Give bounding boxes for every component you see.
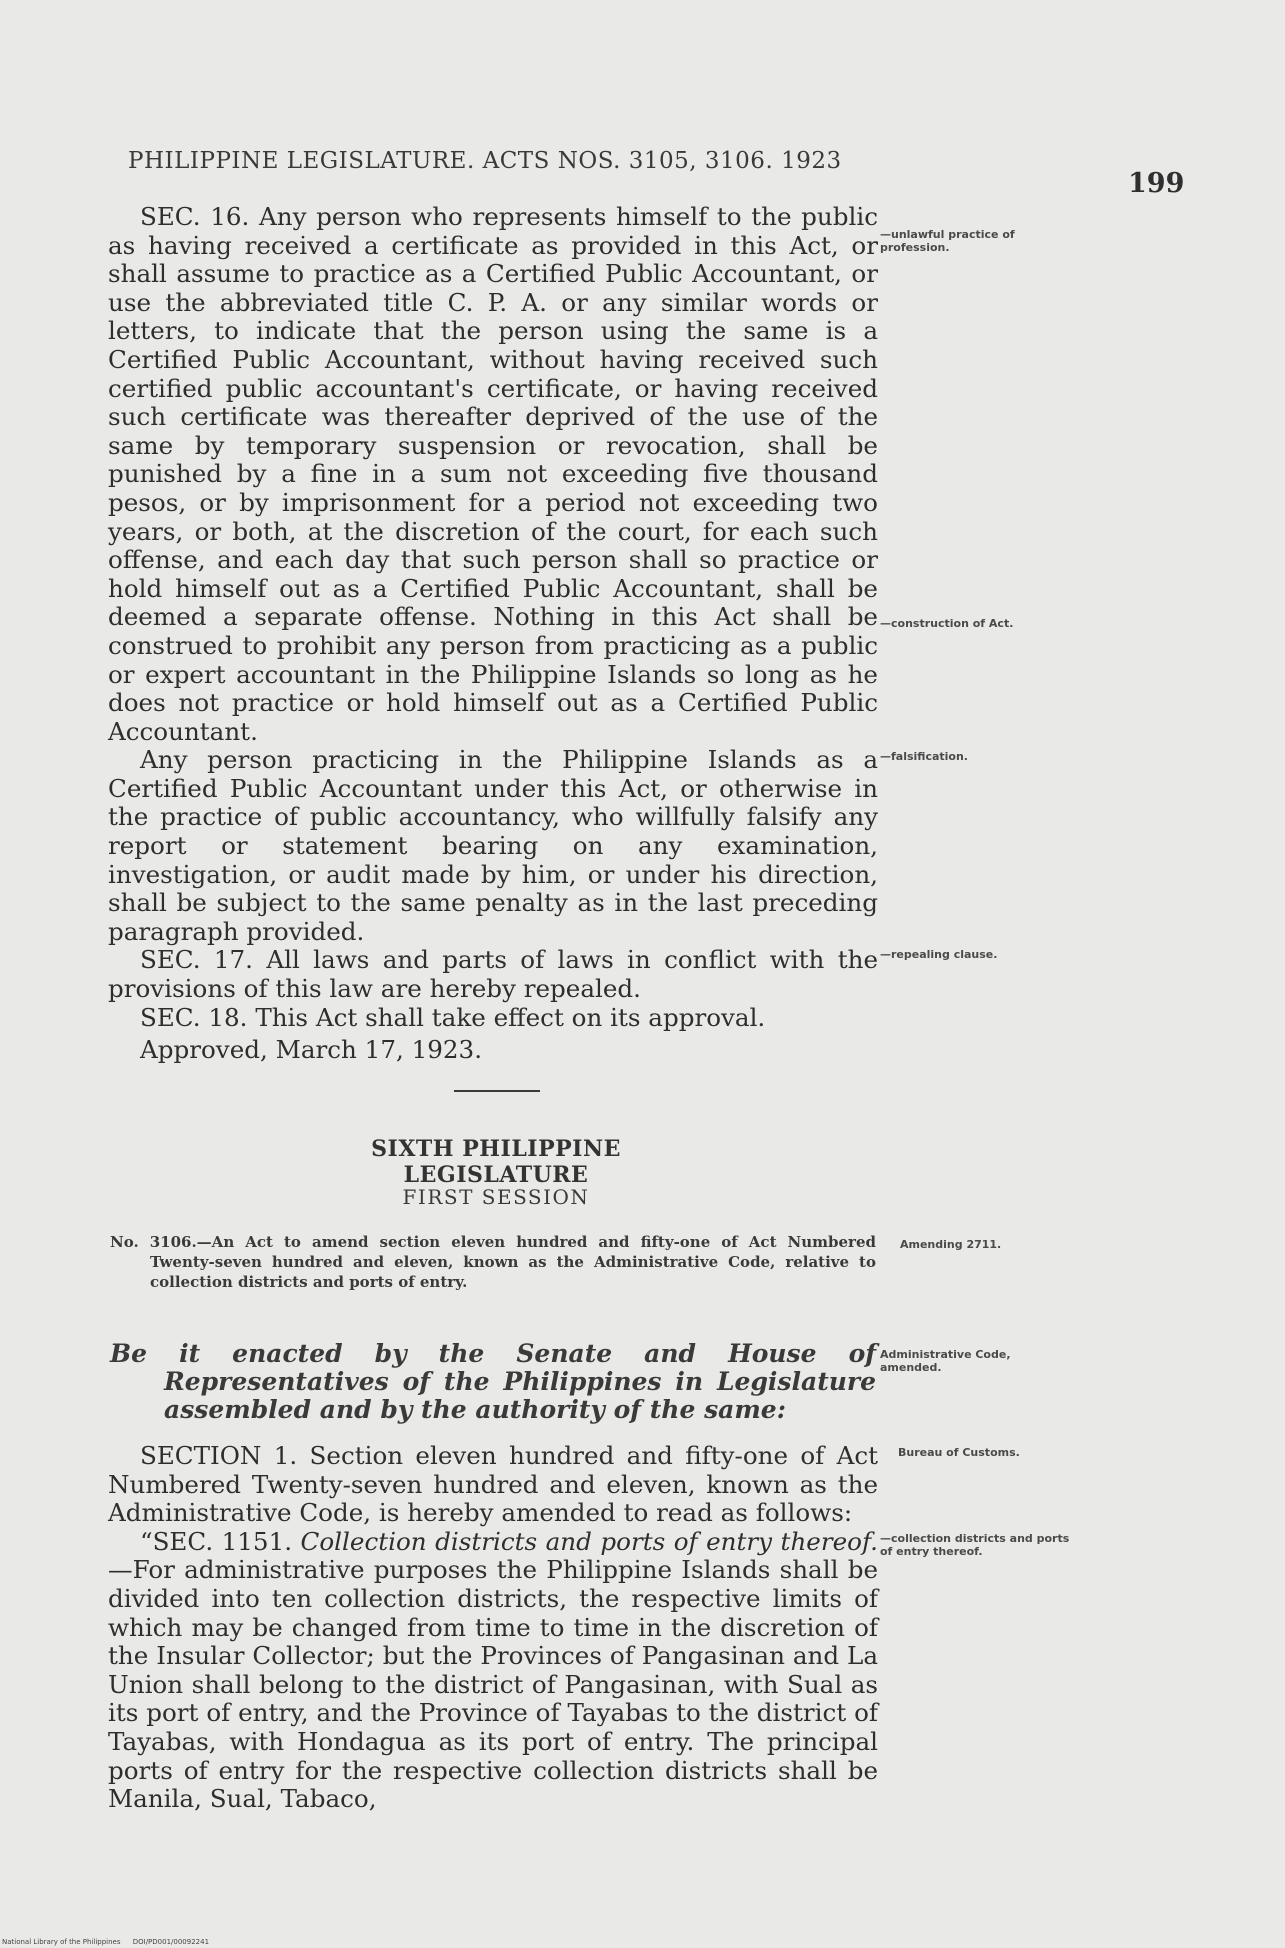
margin-note-construction: —construction of Act.	[880, 617, 1014, 630]
section-1151	[108, 1528, 878, 1814]
footer-code: DOI/PD001/00092241	[132, 1938, 210, 1946]
section-1151-text: —For administrative purposes the Philippine Islands shall be divided into ten collection districts, the respective limits of which may be changed from time to time in the discretion of the Insular Collector; but the Provinces of Pangasinan and La Union shall belong to the district of Pangasinan, with Sual as its port of entry, and the Province of Tayabas to the district of Tayabas, with Hondagua as its port of entry. The principal ports of entry for the respective collection districts shall be Manila, Sual, Tabaco,	[108, 1555, 878, 1814]
running-head: PHILIPPINE LEGISLATURE. ACTS NOS. 3105, 3106. 1923	[128, 148, 842, 174]
footer-library: National Library of the Philippines	[2, 1938, 121, 1946]
enacting-clause: Be it enacted by the Senate and House of Representatives of the Philippines in Legislature assembled and by the authority of the same:	[110, 1339, 876, 1424]
approval-line: Approved, March 17, 1923.	[140, 1035, 483, 1065]
falsification-paragraph: Any person practicing in the Philippine Islands as a Certified Public Accountant under this Act, or otherwise in the practice of public accountancy, who willfully falsify any report or statement bearing on any examination, investigation, or audit made by him, or under his direction, shall be subject to the same penalty as in the last preceding paragraph provided.	[108, 745, 878, 946]
section-16-label: SEC. 16.	[140, 202, 250, 231]
section-1151-label: “SEC. 1151.	[140, 1526, 293, 1556]
margin-note-falsification: —falsification.	[880, 750, 968, 763]
section-16-text: Any person who represents himself to the public as having received a certificate as provided in this Act, or shall assume to practice as a Certified Public Accountant, or use the abbreviated title C. P. A. or any similar words or letters, to indicate that the person using the same is a Certified Public Accountant, without having received such certified public accountant's certificate, or having received such certificate was thereafter deprived of the use of the same by temporary suspension or revocation, shall be punished by a fine in a sum not exceeding five thousand pesos, or by imprisonment for a period not exceeding two years, or both, at the discretion of the court, for each such offense, and each day that such person shall so practice or hold himself out as a Certified Public Accountant, shall be deemed a separate offense. Nothing in this Act shall be construed to prohibit any person from practicing as a public or expert accountant in the Philippine Islands so long as he does not practice or hold himself out as a Certified Public Accountant.	[108, 202, 878, 746]
section-17-label: SEC. 17.	[140, 945, 254, 975]
section-divider-rule	[454, 1090, 540, 1092]
section-18	[108, 1004, 878, 1033]
section-17	[108, 946, 878, 1003]
act-3106-title: No. 3106.—An Act to amend section eleven hundred and fifty-one of Act Numbered Twenty-seven hundred and eleven, known as the Administrative Code, relative to collection districts and ports of entry.	[110, 1233, 876, 1291]
section-1-text: Section eleven hundred and fifty-one of Act Numbered Twenty-seven hundred and eleven, known as the Administrative Code, is hereby amended to read as follows:	[108, 1441, 879, 1528]
section-1-label: SECTION 1.	[140, 1441, 298, 1470]
act-3105-body	[108, 203, 878, 1065]
section-18-text: This Act shall take effect on its approval.	[247, 1002, 766, 1032]
margin-note-unlawful-practice: —unlawful practice of profession.	[880, 228, 1015, 254]
session-heading: FIRST SESSION	[402, 1185, 590, 1209]
margin-note-bureau-of-customs: Bureau of Customs.	[898, 1446, 1020, 1459]
margin-note-amending: Amending 2711.	[900, 1238, 1002, 1251]
section-18-label: SEC. 18.	[140, 1002, 248, 1032]
section-16	[108, 203, 878, 746]
page-number: 199	[1128, 168, 1185, 199]
margin-note-repealing-clause: —repealing clause.	[880, 948, 998, 961]
section-1151-heading: Collection districts and ports of entry thereof.	[292, 1526, 878, 1556]
section-1	[108, 1442, 878, 1528]
margin-note-collection-districts: —collection districts and ports of entry thereof.	[880, 1532, 1070, 1558]
legislature-heading: SIXTH PHILIPPINE LEGISLATURE	[371, 1136, 621, 1188]
act-3106-body	[108, 1442, 878, 1814]
margin-note-admin-code: Administrative Code, amended.	[880, 1348, 1011, 1374]
scan-footer	[2, 1938, 219, 1946]
section-17-text: All laws and parts of laws in conflict with the provisions of this law are hereby repealed.	[108, 945, 879, 1004]
